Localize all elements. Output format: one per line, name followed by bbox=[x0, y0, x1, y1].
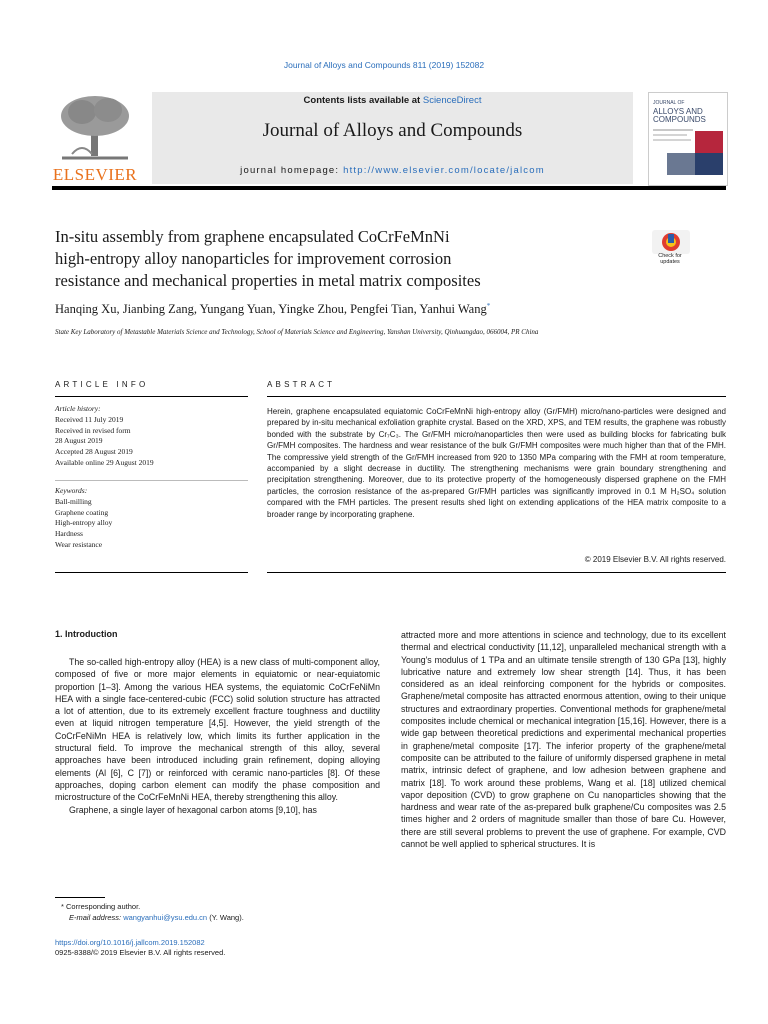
doi-block bbox=[55, 938, 225, 958]
keywords-label: Keywords: bbox=[55, 486, 88, 495]
affiliation: State Key Laboratory of Metastable Materials Science and Technology, School of Materials Science and Engineering, Yanshan University, Qinhuangdao, 066004, PR China bbox=[55, 328, 539, 336]
history-item: Received 11 July 2019 bbox=[55, 414, 124, 424]
footnote-rule bbox=[55, 897, 105, 898]
elsevier-wordmark: ELSEVIER bbox=[52, 165, 138, 184]
keyword: High-entropy alloy bbox=[55, 518, 113, 528]
cover-title-line: JOURNAL OF bbox=[653, 100, 685, 106]
email-label: E-mail address: bbox=[69, 912, 124, 922]
history-item: 28 August 2019 bbox=[55, 436, 103, 446]
crossmark-label bbox=[646, 253, 694, 265]
article-history bbox=[55, 404, 248, 469]
homepage-url-link[interactable]: http://www.elsevier.com/locate/jalcom bbox=[343, 165, 545, 176]
keyword: Hardness bbox=[55, 529, 83, 539]
abstract-text: Herein, graphene encapsulated equiatomic CoCrFeMnNi high-entropy alloy (Gr/FMH) micro/nano-particles were designed and prepared by in-situ mechanical exfoliation graphite crystal. Based on the XRD, XPS, and TEM results, the graphene was robustly bonded with the substrate by Cr₇C₃. The Gr/FMH micro/nanoparticles then were used as building blocks for fabricating bulk Gr/FMH composites. The hardness and wear resistance of the bulk Gr/FMH composites were much higher than that of the FMH. The compressive yield strength of the Gr/FMH increased from 920 to 1350 MPa comparing with the FMH at room temperature, accompanied by a slight decrease in ductility. The strengthening mechanisms were grain boundary strengthening and precipitation strengthening. Moreover, due to its protective property of the homogeneously dispersed graphene on the FMH particles, the corrosion resistance of the as-prepared Gr/FMH particles was significantly improved in 0.1 M H₂SO₄ solution compared with the FMH particles. The present results shed light on extending applications of the HEA matrix composite to a broader range by incorporating graphene. bbox=[267, 407, 726, 519]
keywords bbox=[55, 486, 248, 551]
authors-text: Hanqing Xu, Jianbing Zang, Yungang Yuan, Yingke Zhou, Pengfei Tian, Yanhui Wang bbox=[55, 302, 487, 317]
keyword: Wear resistance bbox=[55, 539, 103, 549]
article-history-label: Article history: bbox=[55, 404, 101, 413]
article-info-bottom-rule bbox=[55, 572, 248, 573]
intro-paragraph: Graphene, a single layer of hexagonal carbon atoms [9,10], has bbox=[69, 804, 317, 815]
corresponding-label: Corresponding author. bbox=[66, 902, 141, 911]
journal-homepage bbox=[152, 165, 633, 176]
crossmark-label-line: Check for bbox=[658, 253, 682, 259]
history-item: Received in revised form bbox=[55, 425, 131, 435]
crossmark-label-line: updates bbox=[660, 259, 680, 265]
journal-cover-thumbnail bbox=[648, 92, 728, 186]
article-info-heading: ARTICLE INFO bbox=[55, 380, 149, 389]
journal-citation-link[interactable]: Journal of Alloys and Compounds 811 (2019) 152082 bbox=[283, 60, 485, 70]
article-info-rule bbox=[55, 396, 248, 397]
title-line: resistance and mechanical properties in metal matrix composites bbox=[55, 271, 481, 290]
email-suffix: (Y. Wang). bbox=[207, 912, 244, 922]
intro-paragraph: attracted more and more attentions in science and technology, due to its excellent thermal and electrical conductivity [11,12], unparalleled mechanical strength with a Young's modulus of 1 TPa and an ultimate tensile strength of 130 GPa [13], highly lubricative nature and extremely low shear strength [14]. Thus, it has been considered as an ideal reinforcing component for the hybrids or composites. Graphene/metal composite has attracted enormous attention, owing to their unique structures and extraordinary properties. Conventional methods for graphene/metal composites include chemical or mechanical integration [15,16]. However, there is a wide gap between theoretical predictions and experimental mechanical properties in graphene/metal composite [17]. The inferior property of the graphene/metal composite can be attributed to the failure of uniformly dispersed graphene in metal matrix, intrinsic defect of graphene, and low adhesion between graphene and matrix [18]. To work around these problems, Wang et al. [18] utilized chemical vapor deposition (CVD) to grow graphene on Cu nanoparticles showing that the hardness and wear rate of the as-prepared bulk graphene/Cu composites was 2.5 times higher and 2 orders of magnitude smaller than those of bare Cu. However, there are still several problems to prevent the use of graphene. For example, CVD cannot be well applied to spherical structures. It is bbox=[401, 630, 726, 850]
cover-title-line: COMPOUNDS bbox=[653, 115, 706, 124]
doi-link[interactable]: https://doi.org/10.1016/j.jallcom.2019.152082 bbox=[55, 938, 205, 947]
footnote bbox=[55, 902, 385, 923]
cover-title-line: ALLOYS AND bbox=[653, 106, 703, 116]
issn-line: 0925-8388/© 2019 Elsevier B.V. All rights reserved. bbox=[55, 948, 226, 957]
intro-right-column bbox=[401, 629, 726, 850]
abstract-copyright: © 2019 Elsevier B.V. All rights reserved. bbox=[584, 555, 726, 564]
footnote-mark: * bbox=[61, 902, 64, 911]
abstract-bottom-rule bbox=[267, 572, 726, 573]
history-item: Available online 29 August 2019 bbox=[55, 457, 154, 467]
corresponding-author-mark[interactable]: * bbox=[486, 302, 491, 310]
journal-title: Journal of Alloys and Compounds bbox=[262, 120, 523, 141]
section-heading-introduction: 1. Introduction bbox=[55, 629, 118, 639]
intro-paragraph: The so-called high-entropy alloy (HEA) is a new class of multi-component alloy, composed of five or more major elements in equiatomic or near-equiatomic proportion [1–3]. Among the various HEA systems, the equiatomic CoCrFeNiMn HEA with a single face-centered-cubic (FCC) solid solution structure has attracted a lot of attention, due to its extremely excellent fracture toughness and ductility even at liquid nitrogen temperature [4,5]. However, the yield strength of the CoCrFeNiMn HEA is relatively low, which limits its further application in the structural field. To improve the mechanical strength of this alloy, several approaches have been introduced including grain refinement, doping alloying elements (Al [6], C [7]) or reinforced with ceramic nano-particles [8]. Of these approaches, doping carbon element can modify the phase composition and microstructure of the CoCrFeMnNi HEA, thereby strengthening this alloy. bbox=[55, 657, 380, 803]
title-line: In-situ assembly from graphene encapsulated CoCrFeMnNi bbox=[55, 227, 450, 246]
intro-left-column bbox=[55, 656, 380, 816]
abstract-rule bbox=[267, 396, 726, 397]
email-link[interactable]: wangyanhui@ysu.edu.cn bbox=[123, 912, 208, 922]
corresponding-note bbox=[55, 902, 385, 913]
abstract-heading: ABSTRACT bbox=[267, 380, 336, 389]
keywords-rule bbox=[55, 480, 248, 481]
sciencedirect-link[interactable]: ScienceDirect bbox=[422, 95, 482, 106]
article-title bbox=[55, 226, 615, 292]
keyword: Graphene coating bbox=[55, 507, 109, 517]
history-item: Accepted 28 August 2019 bbox=[55, 447, 133, 457]
title-line: high-entropy alloy nanoparticles for improvement corrosion bbox=[55, 249, 452, 268]
author-list bbox=[55, 302, 695, 317]
homepage-prefix: journal homepage: bbox=[240, 165, 344, 176]
masthead-divider bbox=[52, 186, 726, 190]
contents-line bbox=[152, 95, 633, 106]
keyword: Ball-milling bbox=[55, 496, 92, 506]
contents-prefix: Contents lists available at bbox=[303, 95, 423, 106]
